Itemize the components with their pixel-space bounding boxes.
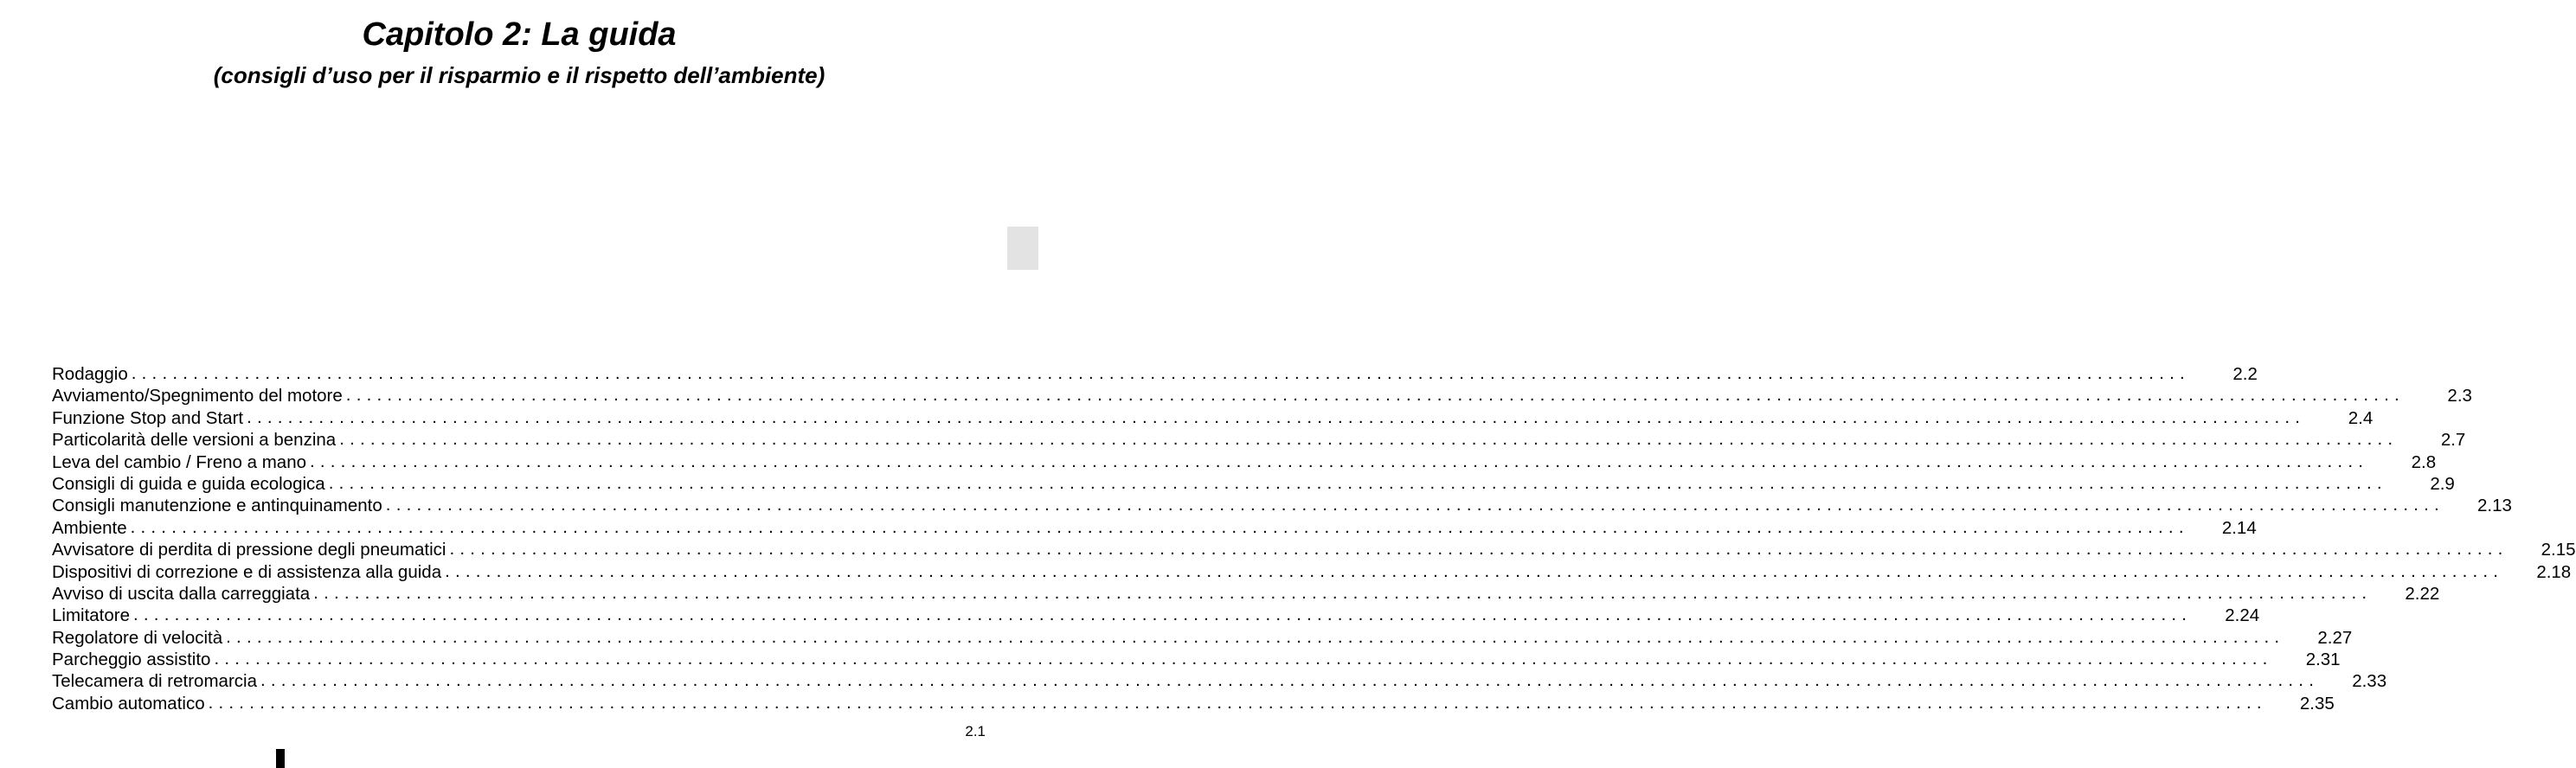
toc-entry-leva-cambio[interactable]	[52, 451, 2437, 473]
toc-entry-label: Funzione Stop and Start	[52, 407, 244, 428]
toc-leader-dots: ........................................................................................................................................................................................................	[339, 429, 2399, 450]
toc-leader-dots: ........................................................................................................................................................................................................	[260, 670, 2320, 691]
toc-entry-manutenzione[interactable]	[52, 495, 2512, 516]
toc-entry-label: Ambiente	[52, 517, 127, 538]
toc-leader-dots: ........................................................................................................................................................................................................	[345, 385, 2405, 406]
toc-entry-page: 2.8	[2411, 451, 2437, 472]
toc-entry-versioni-benzina[interactable]	[52, 429, 2466, 451]
toc-entry-page: 2.35	[2299, 693, 2335, 714]
toc-entry-label: Regolatore di velocità	[52, 627, 223, 648]
toc-entry-pressione-pneumatici[interactable]	[52, 539, 2576, 560]
toc-leader-dots: ........................................................................................................................................................................................................	[328, 472, 2387, 493]
toc-entry-page: 2.18	[2536, 561, 2572, 582]
toc-leader-dots: ........................................................................................................................................................................................................	[247, 406, 2306, 427]
toc-entry-label: Cambio automatico	[52, 693, 205, 714]
toc-leader-dots: ........................................................................................................................................................................................................	[385, 495, 2444, 515]
toc-entry-page: 2.4	[2348, 407, 2374, 428]
toc-entry-label: Consigli di guida e guida ecologica	[52, 473, 325, 494]
toc-entry-page: 2.2	[2232, 364, 2258, 384]
toc-entry-limitatore[interactable]	[52, 605, 2260, 626]
toc-entry-page: 2.15	[2541, 540, 2576, 560]
toc-entry-page: 2.14	[2221, 517, 2257, 538]
toc-entry-page: 2.24	[2225, 605, 2260, 626]
toc-entry-label: Avviamento/Spegnimento del motore	[52, 386, 343, 406]
toc-entry-rodaggio[interactable]	[52, 363, 2258, 385]
toc-entry-label: Particolarità delle versioni a benzina	[52, 430, 337, 451]
toc-entry-label: Parcheggio assistito	[52, 650, 211, 670]
toc-entry-label: Avviso di uscita dalla carreggiata	[52, 583, 311, 604]
toc-entry-label: Consigli manutenzione e antinquinamento	[52, 496, 382, 516]
toc-entry-stop-and-start[interactable]	[52, 406, 2374, 429]
toc-entry-page: 2.3	[2447, 386, 2472, 406]
toc-entry-page: 2.13	[2477, 496, 2512, 516]
toc-leader-dots: ........................................................................................................................................................................................................	[226, 626, 2285, 647]
toc-leader-dots: ........................................................................................................................................................................................................	[449, 539, 2509, 560]
toc-entry-guida-ecologica[interactable]	[52, 472, 2455, 495]
toc-entry-telecamera-retromarcia[interactable]	[52, 670, 2387, 692]
toc-entry-avviamento[interactable]	[52, 385, 2472, 406]
toc-entry-label: Limitatore	[52, 605, 131, 626]
toc-entry-label: Leva del cambio / Freno a mano	[52, 451, 306, 472]
toc-entry-parcheggio-assistito[interactable]	[52, 649, 2341, 670]
toc-entry-ambiente[interactable]	[52, 516, 2257, 539]
toc-entry-assistenza-guida[interactable]	[52, 560, 2572, 583]
toc-leader-dots: ........................................................................................................................................................................................................	[208, 692, 2267, 713]
chapter-title: Capitolo 2: La guida	[362, 16, 677, 53]
toc-leader-dots: ........................................................................................................................................................................................................	[131, 363, 2190, 383]
toc-entry-page: 2.7	[2440, 430, 2466, 451]
toc-entry-label: Avvisatore di perdita di pressione degli pneumatici	[52, 540, 446, 560]
toc-entry-page: 2.31	[2305, 650, 2341, 670]
toc-leader-dots: ........................................................................................................................................................................................................	[310, 451, 2369, 471]
toc-entry-label: Telecamera di retromarcia	[52, 671, 257, 692]
toc-leader-dots: ........................................................................................................................................................................................................	[445, 560, 2504, 581]
toc-leader-dots: ........................................................................................................................................................................................................	[133, 605, 2193, 625]
table-of-contents	[52, 363, 2576, 714]
chapter-side-tab	[1007, 227, 1038, 270]
toc-entry-uscita-carreggiata[interactable]	[52, 582, 2440, 605]
print-marker-bar	[276, 749, 285, 768]
toc-entry-regolatore-velocita[interactable]	[52, 626, 2353, 649]
toc-leader-dots: ........................................................................................................................................................................................................	[313, 582, 2373, 603]
toc-entry-page: 2.9	[2430, 473, 2455, 494]
toc-entry-cambio-automatico[interactable]	[52, 692, 2335, 714]
toc-entry-label: Rodaggio	[52, 364, 128, 384]
toc-leader-dots: ........................................................................................................................................................................................................	[130, 516, 2189, 537]
page-number: 2.1	[965, 723, 986, 739]
toc-entry-label: Dispositivi di correzione e di assistenza alla guida	[52, 561, 442, 582]
toc-entry-page: 2.27	[2317, 627, 2353, 648]
toc-entry-page: 2.33	[2352, 671, 2387, 692]
toc-leader-dots: ........................................................................................................................................................................................................	[214, 649, 2273, 669]
toc-entry-page: 2.22	[2405, 583, 2440, 604]
chapter-subtitle: (consigli d’uso per il risparmio e il rispetto dell’ambiente)	[213, 62, 825, 88]
